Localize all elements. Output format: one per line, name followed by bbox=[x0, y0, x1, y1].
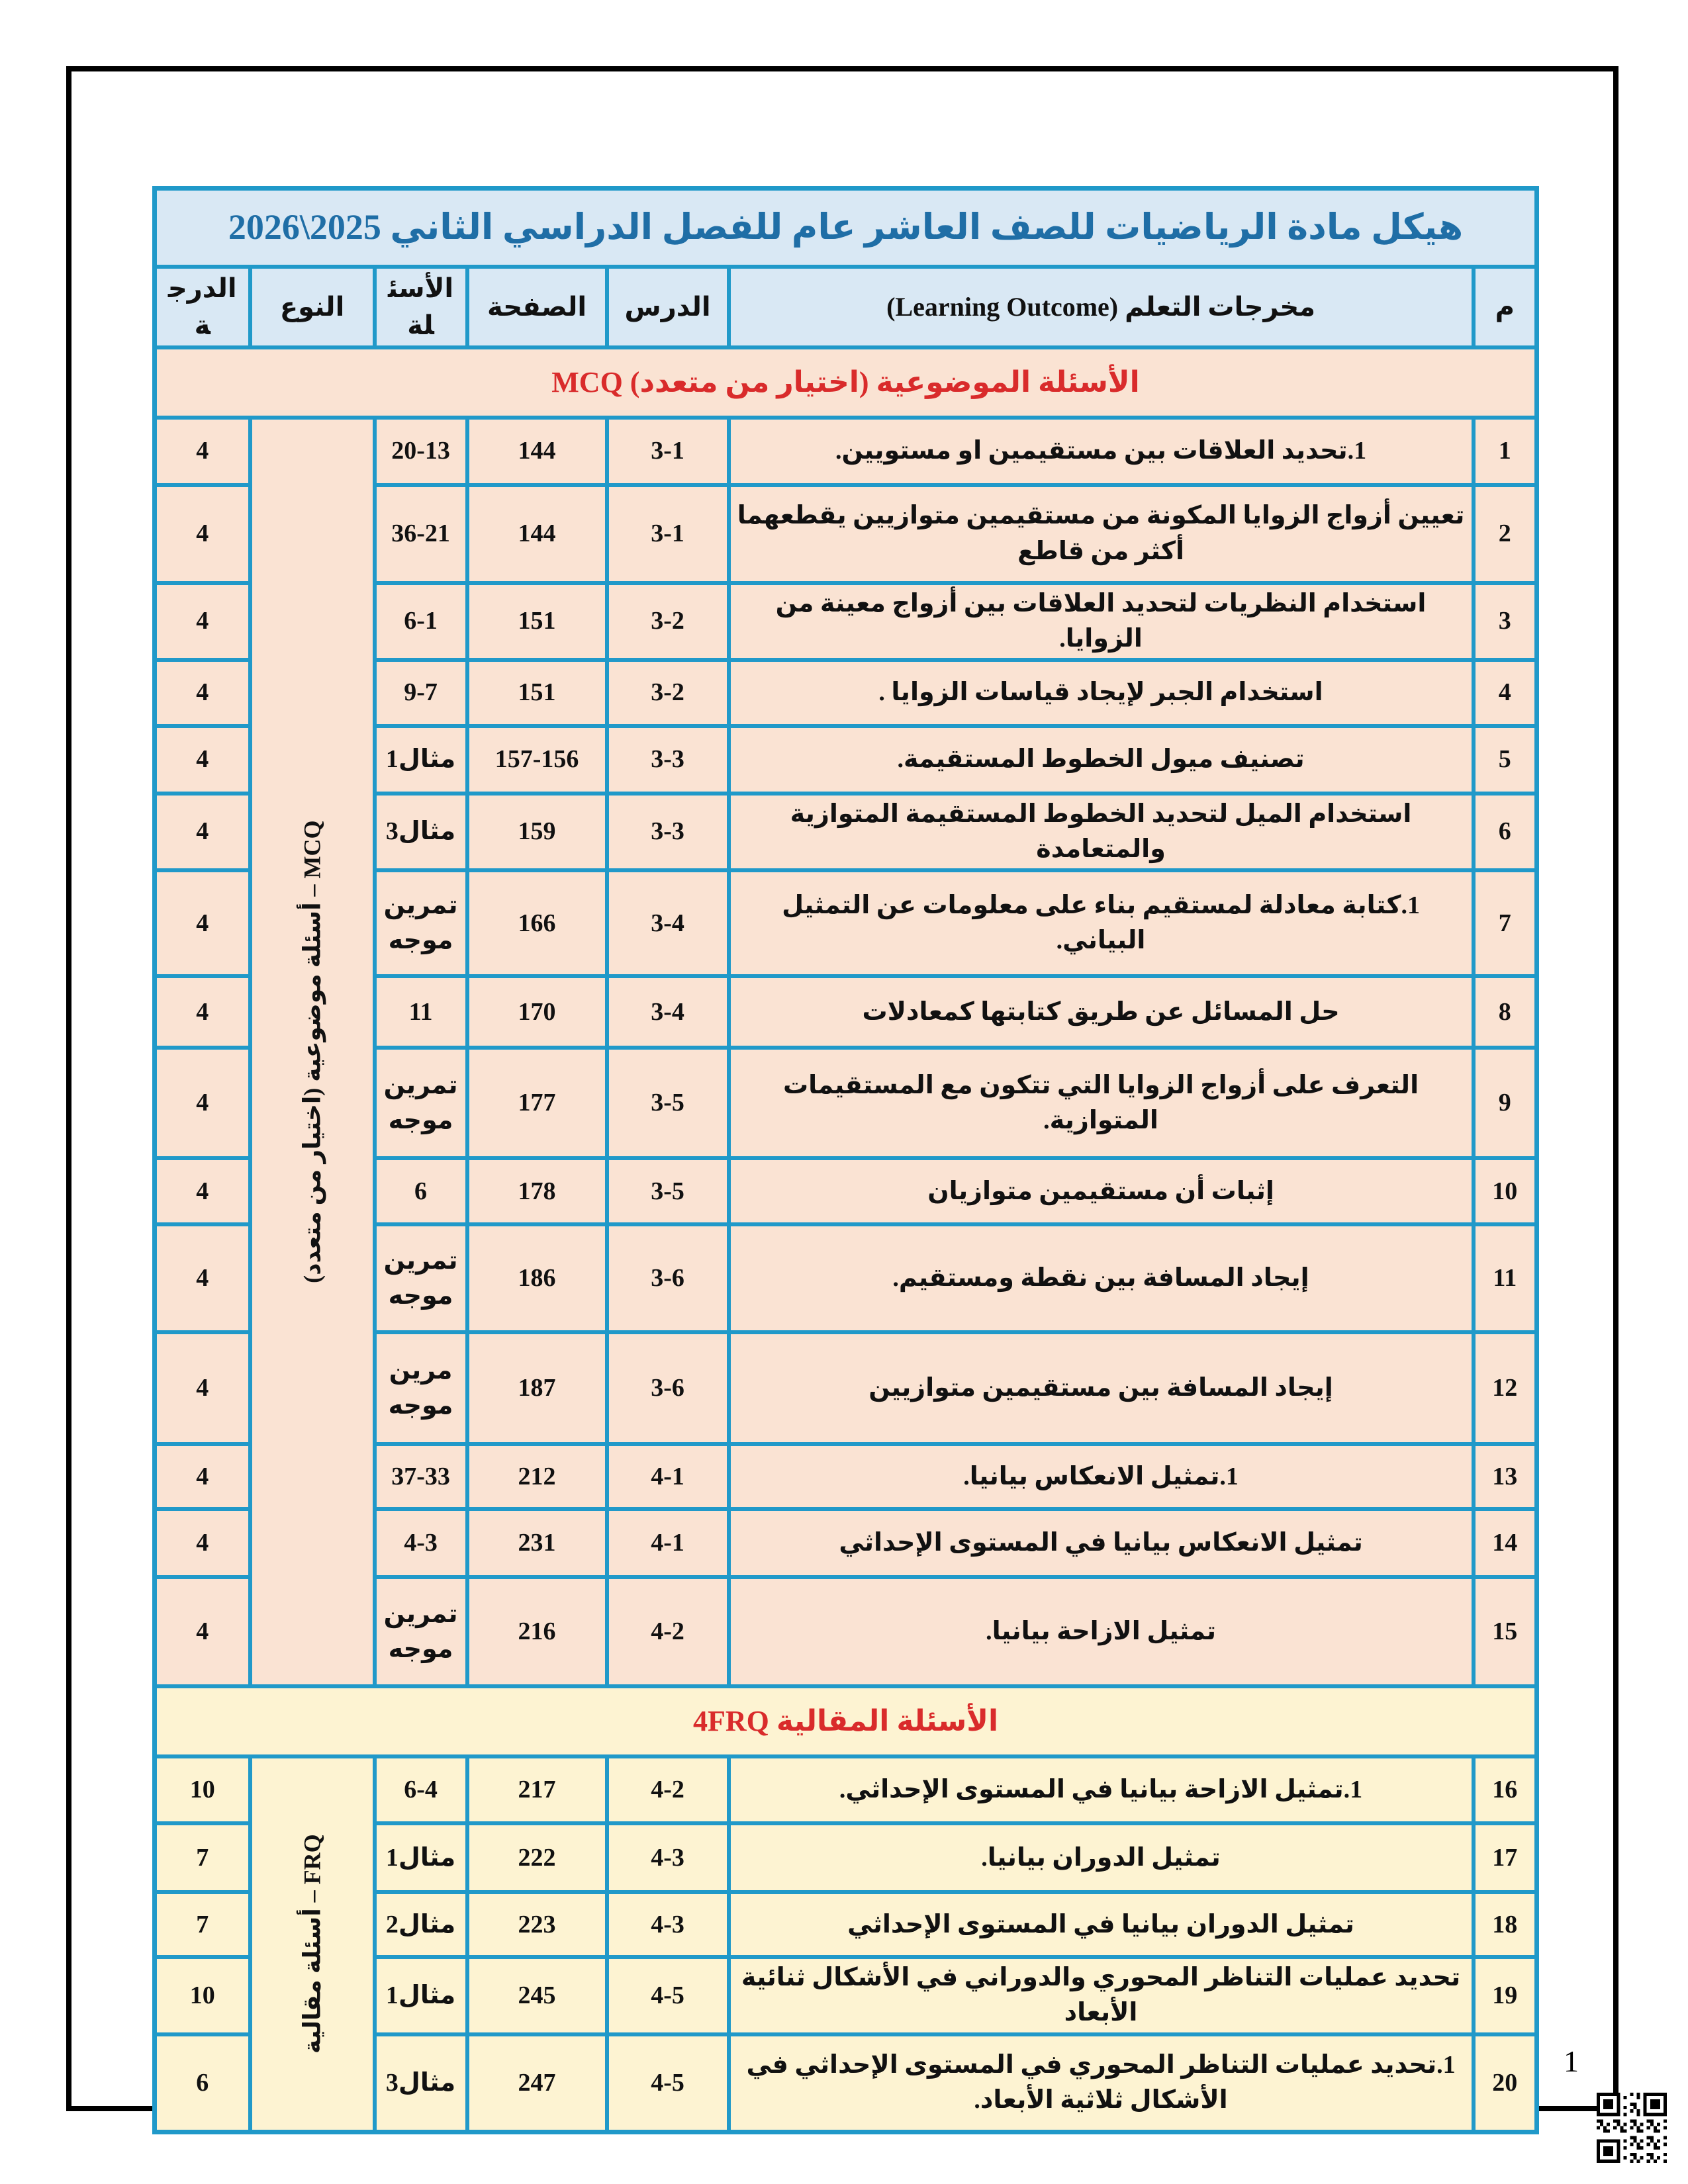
lesson-cell: 4-2 bbox=[607, 1577, 729, 1686]
page-cell: 216 bbox=[467, 1577, 607, 1686]
column-header-questions: الأسئلة bbox=[375, 267, 467, 347]
questions-cell: مثال1 bbox=[375, 1823, 467, 1892]
row-number: 16 bbox=[1474, 1756, 1537, 1823]
lesson-cell: 4-5 bbox=[607, 1957, 729, 2034]
page-cell: 247 bbox=[467, 2034, 607, 2132]
learning-outcome: استخدام الجبر لإيجاد قياسات الزوايا . bbox=[729, 660, 1474, 726]
lesson-cell: 3-5 bbox=[607, 1048, 729, 1158]
learning-outcome: 1.تمثيل الانعكاس بيانيا. bbox=[729, 1444, 1474, 1509]
grade-cell: 10 bbox=[155, 1756, 250, 1823]
lesson-cell: 3-4 bbox=[607, 976, 729, 1048]
row-number: 11 bbox=[1474, 1224, 1537, 1332]
row-number: 15 bbox=[1474, 1577, 1537, 1686]
question-type-cell bbox=[250, 1756, 375, 2132]
learning-outcome: إيجاد المسافة بين مستقيمين متوازيين bbox=[729, 1332, 1474, 1444]
page-cell: 212 bbox=[467, 1444, 607, 1509]
learning-outcome: استخدام الميل لتحديد الخطوط المستقيمة المتوازية والمتعامدة bbox=[729, 794, 1474, 870]
lesson-cell: 4-5 bbox=[607, 2034, 729, 2132]
row-number: 7 bbox=[1474, 870, 1537, 976]
row-number: 14 bbox=[1474, 1509, 1537, 1577]
type-label: MCQ – أسئلة موضوعية (اختيار من متعدد) bbox=[299, 820, 326, 1284]
row-number: 12 bbox=[1474, 1332, 1537, 1444]
questions-cell: مثال2 bbox=[375, 1892, 467, 1957]
row-number: 1 bbox=[1474, 418, 1537, 485]
section-header-row-frq bbox=[155, 1686, 1537, 1756]
page-cell: 186 bbox=[467, 1224, 607, 1332]
learning-outcome: إيجاد المسافة بين نقطة ومستقيم. bbox=[729, 1224, 1474, 1332]
column-header-page: الصفحة bbox=[467, 267, 607, 347]
questions-cell: 37-33 bbox=[375, 1444, 467, 1509]
frq-rows bbox=[155, 1756, 1537, 2132]
lesson-cell: 3-1 bbox=[607, 485, 729, 583]
learning-outcome: التعرف على أزواج الزوايا التي تتكون مع المستقيمات المتوازية. bbox=[729, 1048, 1474, 1158]
grade-cell: 4 bbox=[155, 1048, 250, 1158]
learning-outcome: 1.تحديد العلاقات بين مستقيمين او مستويين. bbox=[729, 418, 1474, 485]
learning-outcome: 1.تحديد عمليات التناظر المحوري في المستوى الإحداثي في الأشكال ثلاثية الأبعاد. bbox=[729, 2034, 1474, 2132]
qr-code bbox=[1597, 2093, 1667, 2163]
mcq-rows bbox=[155, 418, 1537, 1687]
questions-cell: مثال1 bbox=[375, 1957, 467, 2034]
page-cell: 166 bbox=[467, 870, 607, 976]
questions-cell: مثال1 bbox=[375, 726, 467, 794]
grade-cell: 4 bbox=[155, 485, 250, 583]
row-number: 20 bbox=[1474, 2034, 1537, 2132]
grade-cell: 4 bbox=[155, 418, 250, 485]
lesson-cell: 3-2 bbox=[607, 660, 729, 726]
section-header-row-mcq bbox=[155, 347, 1537, 418]
learning-outcome: تصنيف ميول الخطوط المستقيمة. bbox=[729, 726, 1474, 794]
lesson-cell: 3-6 bbox=[607, 1332, 729, 1444]
type-label: FRQ – أسئلة مقالية bbox=[299, 1834, 326, 2054]
learning-outcome: 1.كتابة معادلة لمستقيم بناء على معلومات عن التمثيل البياني. bbox=[729, 870, 1474, 976]
questions-cell: 9-7 bbox=[375, 660, 467, 726]
page-cell: 170 bbox=[467, 976, 607, 1048]
table-row bbox=[155, 418, 1537, 485]
grade-cell: 6 bbox=[155, 2034, 250, 2132]
page-title: هيكل مادة الرياضيات للصف العاشر عام للفصل الدراسي الثاني 2025\2026 bbox=[155, 189, 1537, 267]
lesson-cell: 3-5 bbox=[607, 1158, 729, 1224]
column-header-grade: الدرجة bbox=[155, 267, 250, 347]
grade-cell: 4 bbox=[155, 794, 250, 870]
lesson-cell: 4-3 bbox=[607, 1892, 729, 1957]
grade-cell: 4 bbox=[155, 660, 250, 726]
page-number: 1 bbox=[1564, 2044, 1579, 2078]
section-header-mcq: الأسئلة الموضوعية (اختيار من متعدد) MCQ bbox=[155, 347, 1537, 418]
lesson-cell: 3-3 bbox=[607, 794, 729, 870]
learning-outcome: إثبات أن مستقيمين متوازيان bbox=[729, 1158, 1474, 1224]
questions-cell: تمرين موجه bbox=[375, 1048, 467, 1158]
column-header-num: م bbox=[1474, 267, 1537, 347]
row-number: 9 bbox=[1474, 1048, 1537, 1158]
grade-cell: 4 bbox=[155, 1158, 250, 1224]
page-cell: 144 bbox=[467, 418, 607, 485]
page-cell: 217 bbox=[467, 1756, 607, 1823]
page-cell: 151 bbox=[467, 583, 607, 660]
learning-outcome: تمثيل الدوران بيانيا. bbox=[729, 1823, 1474, 1892]
row-number: 6 bbox=[1474, 794, 1537, 870]
lesson-cell: 3-3 bbox=[607, 726, 729, 794]
questions-cell: 6 bbox=[375, 1158, 467, 1224]
learning-outcome: استخدام النظريات لتحديد العلاقات بين أزواج معينة من الزوايا. bbox=[729, 583, 1474, 660]
row-number: 2 bbox=[1474, 485, 1537, 583]
row-number: 5 bbox=[1474, 726, 1537, 794]
grade-cell: 4 bbox=[155, 1444, 250, 1509]
row-number: 18 bbox=[1474, 1892, 1537, 1957]
row-number: 17 bbox=[1474, 1823, 1537, 1892]
questions-cell: 6-1 bbox=[375, 583, 467, 660]
questions-cell: مرين موجه bbox=[375, 1332, 467, 1444]
column-header-lesson: الدرس bbox=[607, 267, 729, 347]
row-number: 10 bbox=[1474, 1158, 1537, 1224]
learning-outcome: تمثيل الانعكاس بيانيا في المستوى الإحداثي bbox=[729, 1509, 1474, 1577]
page-cell: 157-156 bbox=[467, 726, 607, 794]
questions-cell: تمرين موجه bbox=[375, 1577, 467, 1686]
lesson-cell: 3-2 bbox=[607, 583, 729, 660]
learning-outcome: تحديد عمليات التناظر المحوري والدوراني في الأشكال ثنائية الأبعاد bbox=[729, 1957, 1474, 2034]
lesson-cell: 3-6 bbox=[607, 1224, 729, 1332]
grade-cell: 7 bbox=[155, 1823, 250, 1892]
grade-cell: 4 bbox=[155, 583, 250, 660]
row-number: 3 bbox=[1474, 583, 1537, 660]
column-header-row bbox=[155, 267, 1537, 347]
grade-cell: 10 bbox=[155, 1957, 250, 2034]
page-cell: 177 bbox=[467, 1048, 607, 1158]
row-number: 19 bbox=[1474, 1957, 1537, 2034]
questions-cell: 11 bbox=[375, 976, 467, 1048]
grade-cell: 4 bbox=[155, 1509, 250, 1577]
row-number: 8 bbox=[1474, 976, 1537, 1048]
lesson-cell: 3-1 bbox=[607, 418, 729, 485]
lesson-cell: 4-2 bbox=[607, 1756, 729, 1823]
page-cell: 223 bbox=[467, 1892, 607, 1957]
row-number: 13 bbox=[1474, 1444, 1537, 1509]
lesson-cell: 4-1 bbox=[607, 1444, 729, 1509]
learning-outcome: 1.تمثيل الازاحة بيانيا في المستوى الإحداثي. bbox=[729, 1756, 1474, 1823]
learning-outcome: تعيين أزواج الزوايا المكونة من مستقيمين متوازيين يقطعهما أكثر من قاطع bbox=[729, 485, 1474, 583]
learning-outcome: تمثيل الازاحة بيانيا. bbox=[729, 1577, 1474, 1686]
column-header-outcome: مخرجات التعلم (Learning Outcome) bbox=[729, 267, 1474, 347]
questions-cell: 20-13 bbox=[375, 418, 467, 485]
questions-cell: 36-21 bbox=[375, 485, 467, 583]
lesson-cell: 4-3 bbox=[607, 1823, 729, 1892]
grade-cell: 4 bbox=[155, 870, 250, 976]
question-type-cell bbox=[250, 418, 375, 1687]
section-header-frq: الأسئلة المقالية 4FRQ bbox=[155, 1686, 1537, 1756]
page-cell: 159 bbox=[467, 794, 607, 870]
row-number: 4 bbox=[1474, 660, 1537, 726]
grade-cell: 4 bbox=[155, 726, 250, 794]
grade-cell: 7 bbox=[155, 1892, 250, 1957]
page-cell: 144 bbox=[467, 485, 607, 583]
title-row bbox=[155, 189, 1537, 267]
table-row bbox=[155, 1756, 1537, 1823]
questions-cell: تمرين موجه bbox=[375, 870, 467, 976]
questions-cell: تمرين موجه bbox=[375, 1224, 467, 1332]
learning-outcome: تمثيل الدوران بيانيا في المستوى الإحداثي bbox=[729, 1892, 1474, 1957]
learning-outcome: حل المسائل عن طريق كتابتها كمعادلات bbox=[729, 976, 1474, 1048]
grade-cell: 4 bbox=[155, 1577, 250, 1686]
questions-cell: مثال3 bbox=[375, 2034, 467, 2132]
grade-cell: 4 bbox=[155, 976, 250, 1048]
page-cell: 187 bbox=[467, 1332, 607, 1444]
page-cell: 245 bbox=[467, 1957, 607, 2034]
page-cell: 151 bbox=[467, 660, 607, 726]
questions-cell: 6-4 bbox=[375, 1756, 467, 1823]
lesson-cell: 4-1 bbox=[607, 1509, 729, 1577]
exam-blueprint-table bbox=[152, 186, 1539, 2134]
page-cell: 231 bbox=[467, 1509, 607, 1577]
column-header-type: النوع bbox=[250, 267, 375, 347]
page-cell: 222 bbox=[467, 1823, 607, 1892]
grade-cell: 4 bbox=[155, 1224, 250, 1332]
grade-cell: 4 bbox=[155, 1332, 250, 1444]
lesson-cell: 3-4 bbox=[607, 870, 729, 976]
questions-cell: 4-3 bbox=[375, 1509, 467, 1577]
page-cell: 178 bbox=[467, 1158, 607, 1224]
questions-cell: مثال3 bbox=[375, 794, 467, 870]
